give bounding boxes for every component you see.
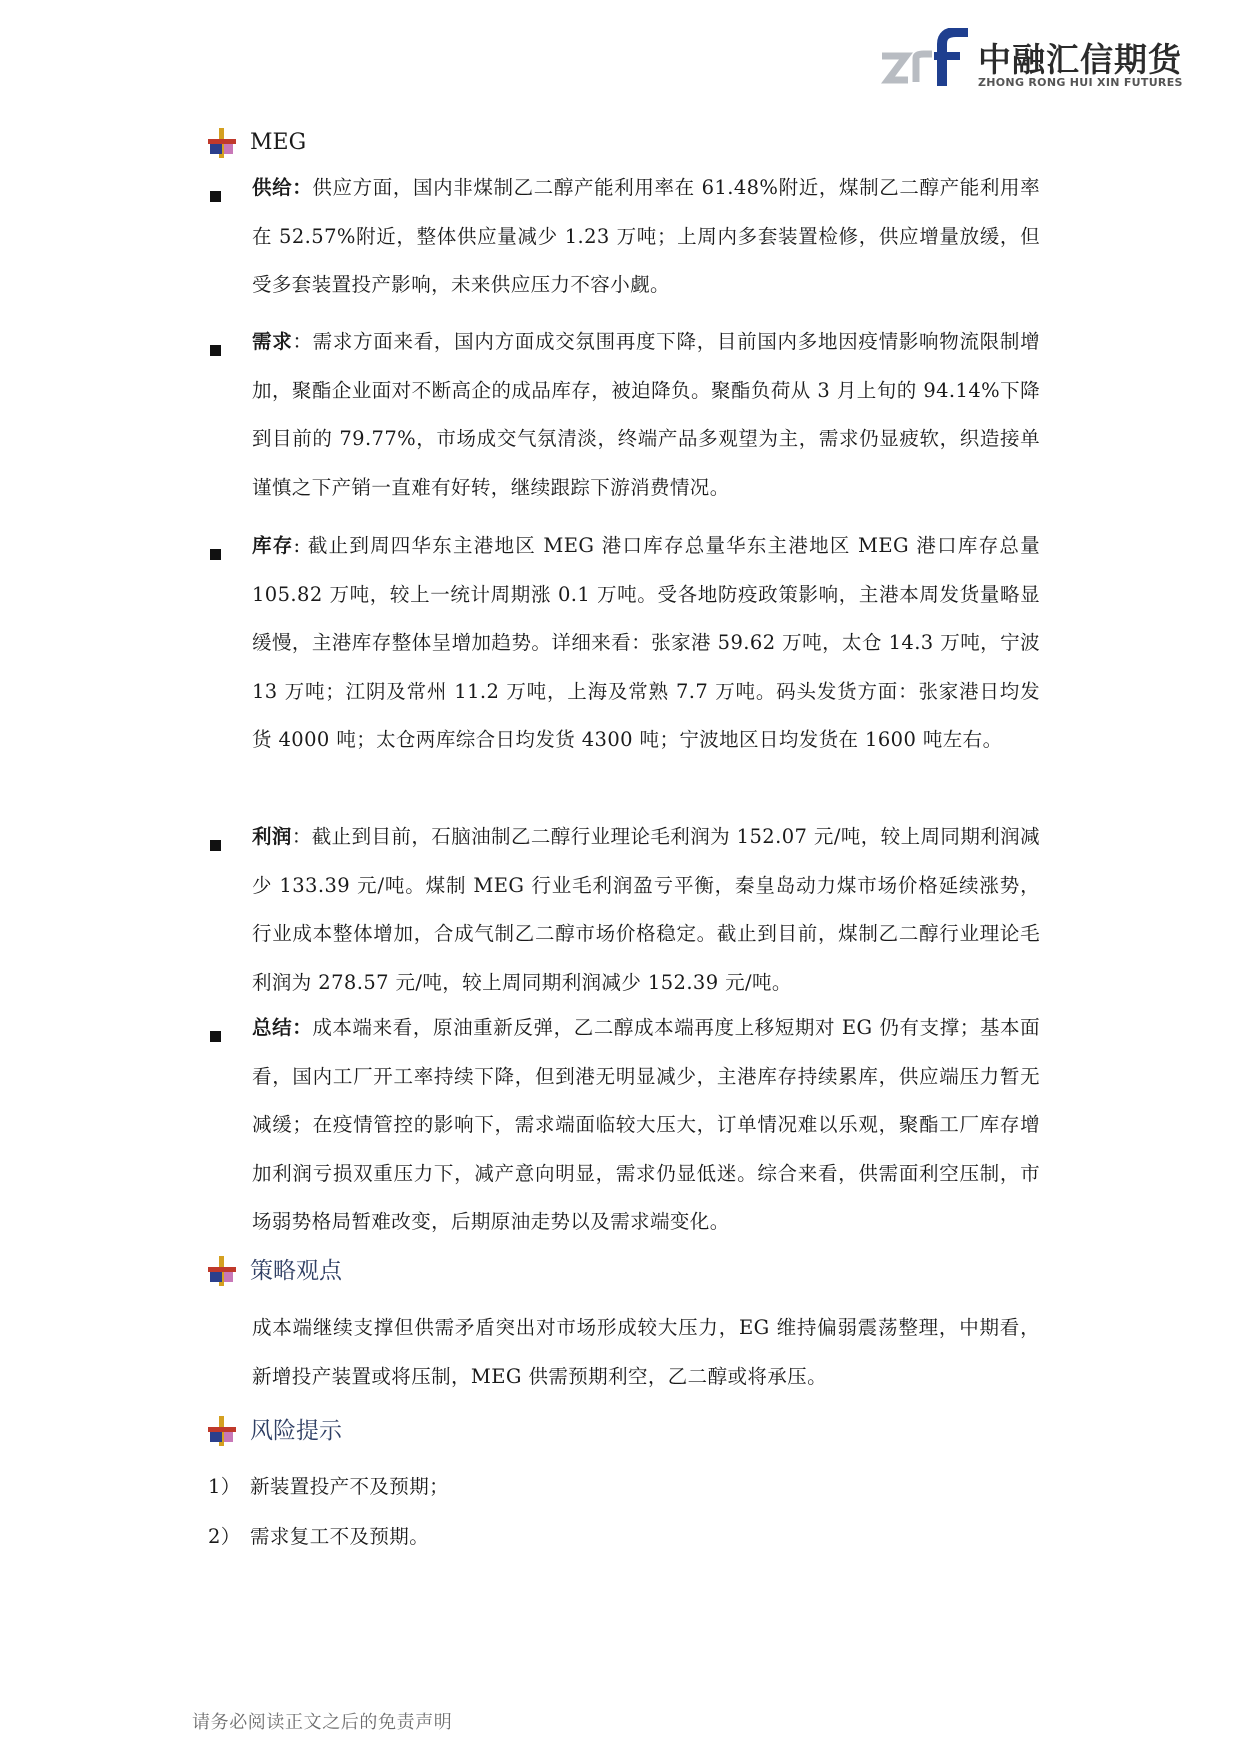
item-body bbox=[252, 318, 1040, 512]
item-label: 需求 bbox=[252, 330, 293, 353]
item-text: 成本端来看，原油重新反弹，乙二醇成本端再度上移短期对 EG 仍有支撑；基本面看，国内工厂开工率持续下降，但到港无明显减少，主港库存持续累库，供应端压力暂无减缓；在疫情管控的影响下，需求端面临较大压大，订单情况难以乐观，聚酯工厂库存增加利润亏损双重压力下，减产意向明显，需求仍显低迷。综合来看，供需面利空压制，市场弱势格局暂难改变，后期原油走势以及需求端变化。 bbox=[252, 1016, 1040, 1234]
heading-marker-icon bbox=[208, 128, 236, 158]
square-bullet-icon bbox=[210, 840, 221, 851]
item-text: 供应方面，国内非煤制乙二醇产能利用率在 61.48%附近，煤制乙二醇产能利用率在 52.57%附近，整体供应量减少 1.23 万吨；上周内多套装置检修，供应增量放缓，但受多套装置投产影响，未来供应压力不容小觑。 bbox=[252, 176, 1041, 297]
meg-heading-text: MEG bbox=[250, 130, 307, 155]
logo-english-name: ZHONG RONG HUI XIN FUTURES bbox=[978, 76, 1183, 89]
item-label: 供给： bbox=[252, 176, 313, 199]
strategy-paragraph: 成本端继续支撑但供需矛盾突出对市场形成较大压力，EG 维持偏弱震荡整理，中期看，新增投产装置或将压制，MEG 供需预期利空，乙二醇或将承压。 bbox=[252, 1316, 1040, 1388]
logo-mark-icon bbox=[880, 28, 972, 90]
item-text: ：需求方面来看，国内方面成交氛围再度下降，目前国内多地因疫情影响物流限制增加，聚酯企业面对不断高企的成品库存，被迫降负。聚酯负荷从 3 月上旬的 94.14%下降到目前的 79.77%，市场成交气氛清淡，终端产品多观望为主，需求仍显疲软，织造接单谨慎之下产销一直难有好转，继续跟踪下游消费情况。 bbox=[252, 330, 1040, 499]
strategy-heading-text: 策略观点 bbox=[250, 1258, 342, 1284]
item-label: 利润 bbox=[252, 825, 292, 848]
item-text: ：截止到目前，石脑油制乙二醇行业理论毛利润为 152.07 元/吨，较上周同期利润减少 133.39 元/吨。煤制 MEG 行业毛利润盈亏平衡，秦皇岛动力煤市场价格延续涨势，行业成本整体增加，合成气制乙二醇市场价格稳定。截止到目前，煤制乙二醇行业理论毛利润为 278.57 元/吨，较上周同期利润减少 152.39 元/吨。 bbox=[252, 825, 1040, 994]
item-text: : 截止到周四华东主港地区 MEG 港口库存总量华东主港地区 MEG 港口库存总量 105.82 万吨，较上一统计周期涨 0.1 万吨。受各地防疫政策影响，主港本周发货量略显缓慢，主港库存整体呈增加趋势。详细来看：张家港 59.62 万吨，太仓 14.3 万吨，宁波 13 万吨；江阴及常州 11.2 万吨，上海及常熟 7.7 万吨。码头发货方面：张家港日均发货 4000 吨；太仓两库综合日均发货 4300 吨；宁波地区日均发货在 1600 吨左右。 bbox=[252, 534, 1040, 752]
square-bullet-icon bbox=[210, 549, 221, 560]
item-body bbox=[252, 164, 1040, 310]
footer-disclaimer: 请务必阅读正文之后的免责声明 bbox=[192, 1712, 453, 1733]
risk-item bbox=[208, 1522, 429, 1552]
risk-number: 1） bbox=[208, 1475, 241, 1498]
heading-marker-icon bbox=[208, 1416, 236, 1446]
square-bullet-icon bbox=[210, 1031, 221, 1042]
company-logo bbox=[880, 28, 1183, 98]
item-label: 库存 bbox=[252, 534, 294, 557]
square-bullet-icon bbox=[210, 191, 221, 202]
logo-chinese-name: 中融汇信期货 bbox=[978, 40, 1182, 79]
item-label: 总结： bbox=[252, 1016, 313, 1039]
risk-item bbox=[208, 1472, 449, 1502]
item-body bbox=[252, 813, 1040, 1007]
item-body bbox=[252, 522, 1040, 765]
risk-heading-text: 风险提示 bbox=[250, 1418, 342, 1444]
square-bullet-icon bbox=[210, 345, 221, 356]
risk-number: 2） bbox=[208, 1525, 241, 1548]
item-body bbox=[252, 1004, 1040, 1247]
risk-text: 需求复工不及预期。 bbox=[250, 1525, 430, 1548]
heading-marker-icon bbox=[208, 1256, 236, 1286]
risk-text: 新装置投产不及预期； bbox=[250, 1475, 450, 1498]
